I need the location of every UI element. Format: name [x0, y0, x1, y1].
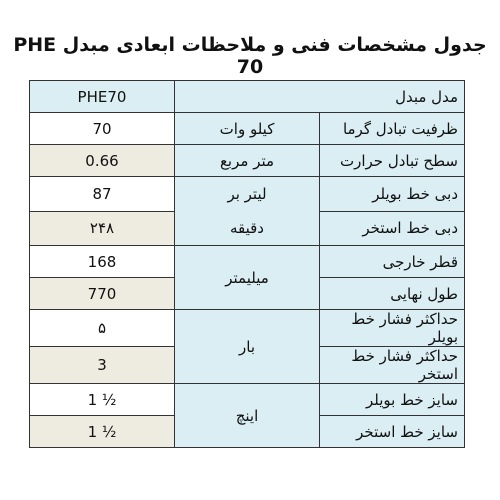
parameter-cell: حداکثر فشار خط استخر [320, 347, 465, 384]
table-row [30, 113, 465, 145]
parameter-cell: دبی خط بویلر [320, 177, 465, 212]
value-cell: 168 [30, 246, 175, 278]
unit-line: دقیقه [229, 219, 264, 237]
value-cell: 70 [30, 113, 175, 145]
unit-cell-millimeter: میلیمتر [175, 246, 320, 310]
value-cell: 1 ½ [30, 384, 175, 416]
unit-cell-inch: اینچ [175, 384, 320, 448]
parameter-cell: ظرفیت تبادل گرما [320, 113, 465, 145]
table-row [30, 246, 465, 278]
parameter-cell: طول نهایی [320, 278, 465, 310]
table-row [30, 145, 465, 177]
parameter-cell: سایز خط بویلر [320, 384, 465, 416]
value-cell: 1 ½ [30, 416, 175, 448]
value-cell: 87 [30, 177, 175, 212]
unit-cell-bar: بار [175, 310, 320, 384]
table-row [30, 310, 465, 347]
value-cell: 0.66 [30, 145, 175, 177]
unit-cell-kilowatt: کیلو وات [175, 113, 320, 145]
value-cell: ۵ [30, 310, 175, 347]
model-label-cell: مدل مبدل [175, 81, 465, 113]
unit-line: لیتر بر [227, 185, 267, 203]
table-row [30, 384, 465, 416]
parameter-cell: قطر خارجی [320, 246, 465, 278]
value-cell: 3 [30, 347, 175, 384]
parameter-cell: سطح تبادل حرارت [320, 145, 465, 177]
table-row [30, 177, 465, 212]
parameter-cell: حداکثر فشار خط بویلر [320, 310, 465, 347]
table-title: جدول مشخصات فنی و ملاحظات ابعادی مبدل PHE 70 [13, 34, 487, 78]
parameter-cell: دبی خط استخر [320, 211, 465, 246]
value-cell: ۲۴۸ [30, 211, 175, 246]
spec-table [29, 80, 465, 448]
parameter-cell: سایز خط استخر [320, 416, 465, 448]
table-header-row [30, 81, 465, 113]
unit-cell-square-meter: متر مربع [175, 145, 320, 177]
unit-cell-liter-per-minute [175, 177, 320, 246]
value-cell: 770 [30, 278, 175, 310]
model-value-cell: PHE70 [30, 81, 175, 113]
